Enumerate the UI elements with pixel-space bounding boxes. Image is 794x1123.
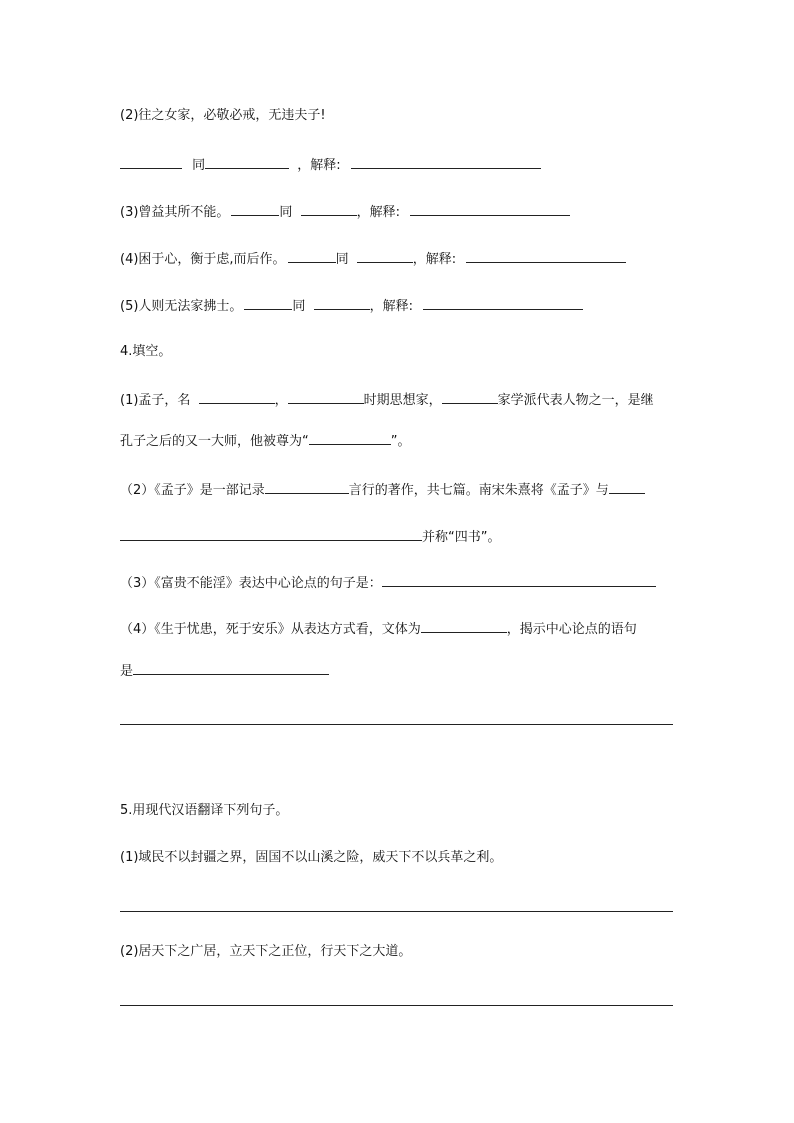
q3-item3-row: (3)曾益其所不能。 同 ，解释:: [120, 202, 570, 222]
blank-field[interactable]: [288, 249, 336, 263]
q4-item4-line2: 是: [120, 661, 329, 681]
blank-field[interactable]: [231, 202, 279, 216]
blank-field[interactable]: [288, 390, 364, 404]
q3-item4-row: (4)困于心，衡于虑,而后作。 同 ，解释:: [120, 249, 626, 269]
blank-field[interactable]: [309, 431, 391, 445]
q4-item4-line1: （4）《生于忧患，死于安乐》从表达方式看，文体为 ，揭示中心论点的语句: [120, 619, 637, 639]
blank-field[interactable]: [442, 390, 498, 404]
blank-field[interactable]: [199, 390, 275, 404]
blank-field[interactable]: [382, 573, 656, 587]
q3-item5-row: (5)人则无法家拂士。 同 ，解释:: [120, 296, 583, 316]
blank-field[interactable]: [120, 155, 182, 169]
blank-field[interactable]: [351, 155, 541, 169]
q4-item3-row: （3）《富贵不能淫》表达中心论点的句子是：: [120, 573, 656, 593]
q4-item1-line2: 孔子之后的又一大师，他被尊为“ ”。: [120, 431, 411, 451]
q3-item2-text: (2)往之女家，必敬必戒，无违夫子!: [120, 108, 326, 123]
answer-line[interactable]: [120, 1005, 673, 1006]
answer-line[interactable]: [120, 911, 673, 912]
q5-item2-text: (2)居天下之广居，立天下之正位，行天下之大道。: [120, 944, 412, 959]
q5-heading: 5.用现代汉语翻译下列句子。: [120, 803, 289, 818]
q4-heading: 4.填空。: [120, 344, 172, 359]
blank-field[interactable]: [314, 296, 370, 310]
blank-field[interactable]: [357, 249, 413, 263]
q4-item1-line1: (1)孟子，名 ， 时期思想家， 家学派代表人物之一，是继: [120, 390, 654, 410]
blank-field[interactable]: [423, 296, 583, 310]
q3-item2-answer-row: 同 ，解释:: [120, 155, 541, 175]
blank-field[interactable]: [301, 202, 357, 216]
blank-field[interactable]: [205, 155, 289, 169]
answer-line[interactable]: [120, 724, 673, 725]
blank-field[interactable]: [120, 527, 422, 541]
blank-field[interactable]: [410, 202, 570, 216]
blank-field[interactable]: [421, 619, 507, 633]
q5-item1-text: (1)域民不以封疆之界，固国不以山溪之险，威天下不以兵革之利。: [120, 850, 503, 865]
blank-field[interactable]: [244, 296, 292, 310]
q4-item2-line1: （2）《孟子》是一部记录 言行的著作，共七篇。南宋朱熹将《孟子》与: [120, 480, 645, 500]
blank-field[interactable]: [609, 480, 645, 494]
blank-field[interactable]: [265, 480, 349, 494]
blank-field[interactable]: [133, 661, 329, 675]
q4-item2-line2: 并称“四书”。: [120, 527, 500, 547]
blank-field[interactable]: [466, 249, 626, 263]
